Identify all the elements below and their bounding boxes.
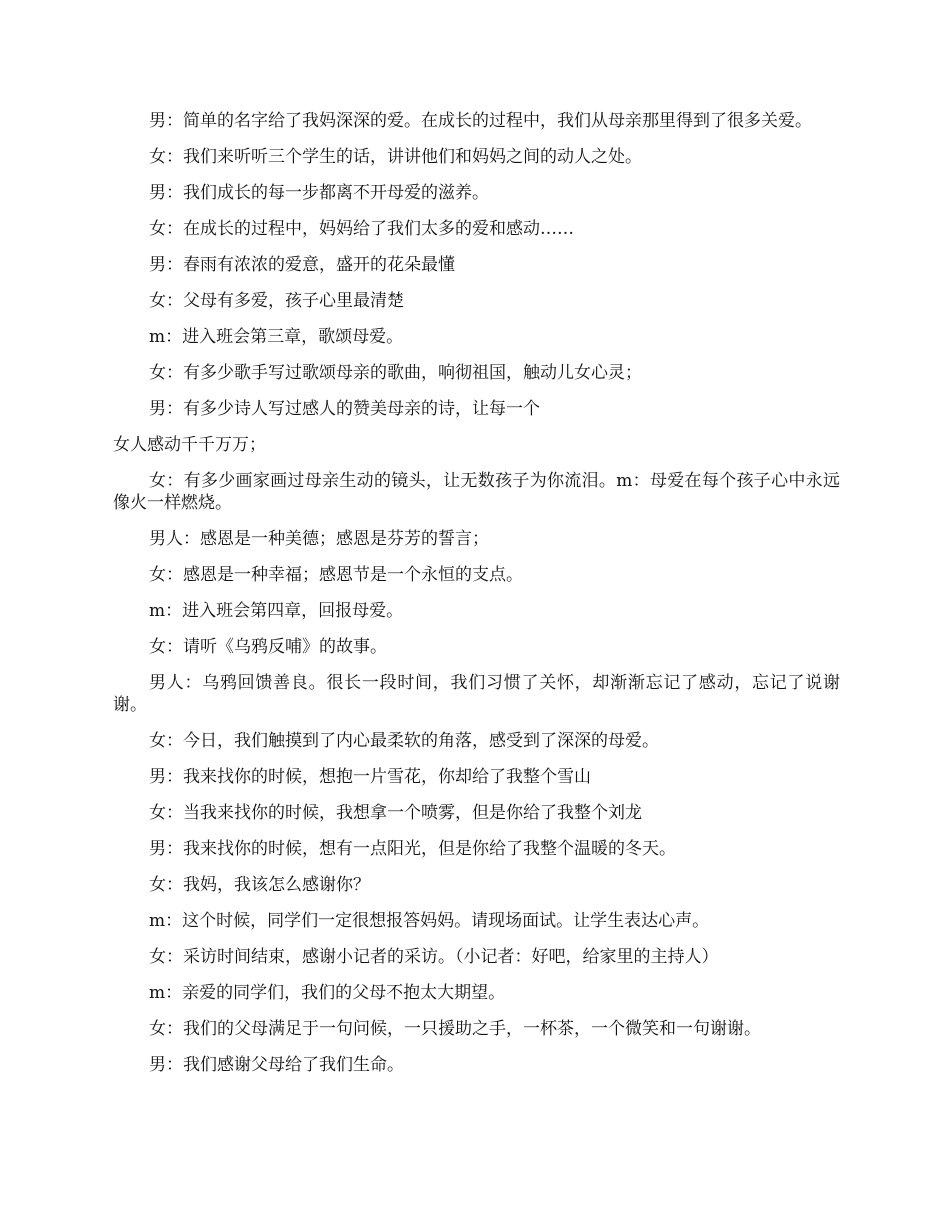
paragraph: 男人：乌鸦回馈善良。很长一段时间，我们习惯了关怀，却渐渐忘记了感动，忘记了说谢谢。 xyxy=(113,673,840,715)
paragraph: 女：采访时间结束，感谢小记者的采访。（小记者：好吧，给家里的主持人） xyxy=(149,947,719,967)
paragraph: 女：请听《乌鸦反哺》的故事。 xyxy=(149,637,387,657)
paragraph: 女：我们的父母满足于一句问候，一只援助之手，一杯茶，一个微笑和一句谢谢。 xyxy=(149,1019,761,1039)
paragraph: 男：我们感谢父母给了我们生命。 xyxy=(149,1055,404,1075)
paragraph: 女：有多少歌手写过歌颂母亲的歌曲，响彻祖国，触动儿女心灵； xyxy=(149,363,642,383)
paragraph: m：亲爱的同学们，我们的父母不抱太大期望。 xyxy=(149,983,506,1003)
paragraph: 女：在成长的过程中，妈妈给了我们太多的爱和感动…… xyxy=(149,219,574,239)
paragraph: 男：有多少诗人写过感人的赞美母亲的诗，让每一个 xyxy=(149,399,540,419)
paragraph: 女：感恩是一种幸福；感恩节是一个永恒的支点。 xyxy=(149,565,523,585)
paragraph: 女：今日，我们触摸到了内心最柔软的角落，感受到了深深的母爱。 xyxy=(149,731,659,751)
paragraph: 男：我来找你的时候，想抱一片雪花，你却给了我整个雪山 xyxy=(149,767,591,787)
document-body xyxy=(113,110,840,1090)
paragraph: 男：简单的名字给了我妈深深的爱。在成长的过程中，我们从母亲那里得到了很多关爱。 xyxy=(149,111,812,131)
paragraph: 女：当我来找你的时候，我想拿一个喷雾，但是你给了我整个刘龙 xyxy=(149,803,642,823)
paragraph: m：进入班会第四章，回报母爱。 xyxy=(149,601,404,621)
paragraph: 女：我妈，我该怎么感谢你？ xyxy=(149,875,370,895)
paragraph: 女：父母有多爱，孩子心里最清楚 xyxy=(149,291,404,311)
paragraph: 男人：感恩是一种美德；感恩是芬芳的誓言； xyxy=(149,529,489,549)
paragraph: 女：有多少画家画过母亲生动的镜头，让无数孩子为你流泪。m：母爱在每个孩子心中永远像火一样燃烧。 xyxy=(113,471,840,513)
paragraph: 男：我来找你的时候，想有一点阳光，但是你给了我整个温暖的冬天。 xyxy=(149,839,676,859)
paragraph: 男：春雨有浓浓的爱意，盛开的花朵最懂 xyxy=(149,255,455,275)
paragraph: m：这个时候，同学们一定很想报答妈妈。请现场面试。让学生表达心声。 xyxy=(149,911,710,931)
paragraph: 女：我们来听听三个学生的话，讲讲他们和妈妈之间的动人之处。 xyxy=(149,147,642,167)
paragraph: m：进入班会第三章，歌颂母爱。 xyxy=(149,327,404,347)
paragraph: 女人感动千千万万； xyxy=(113,435,266,455)
paragraph: 男：我们成长的每一步都离不开母爱的滋养。 xyxy=(149,183,489,203)
